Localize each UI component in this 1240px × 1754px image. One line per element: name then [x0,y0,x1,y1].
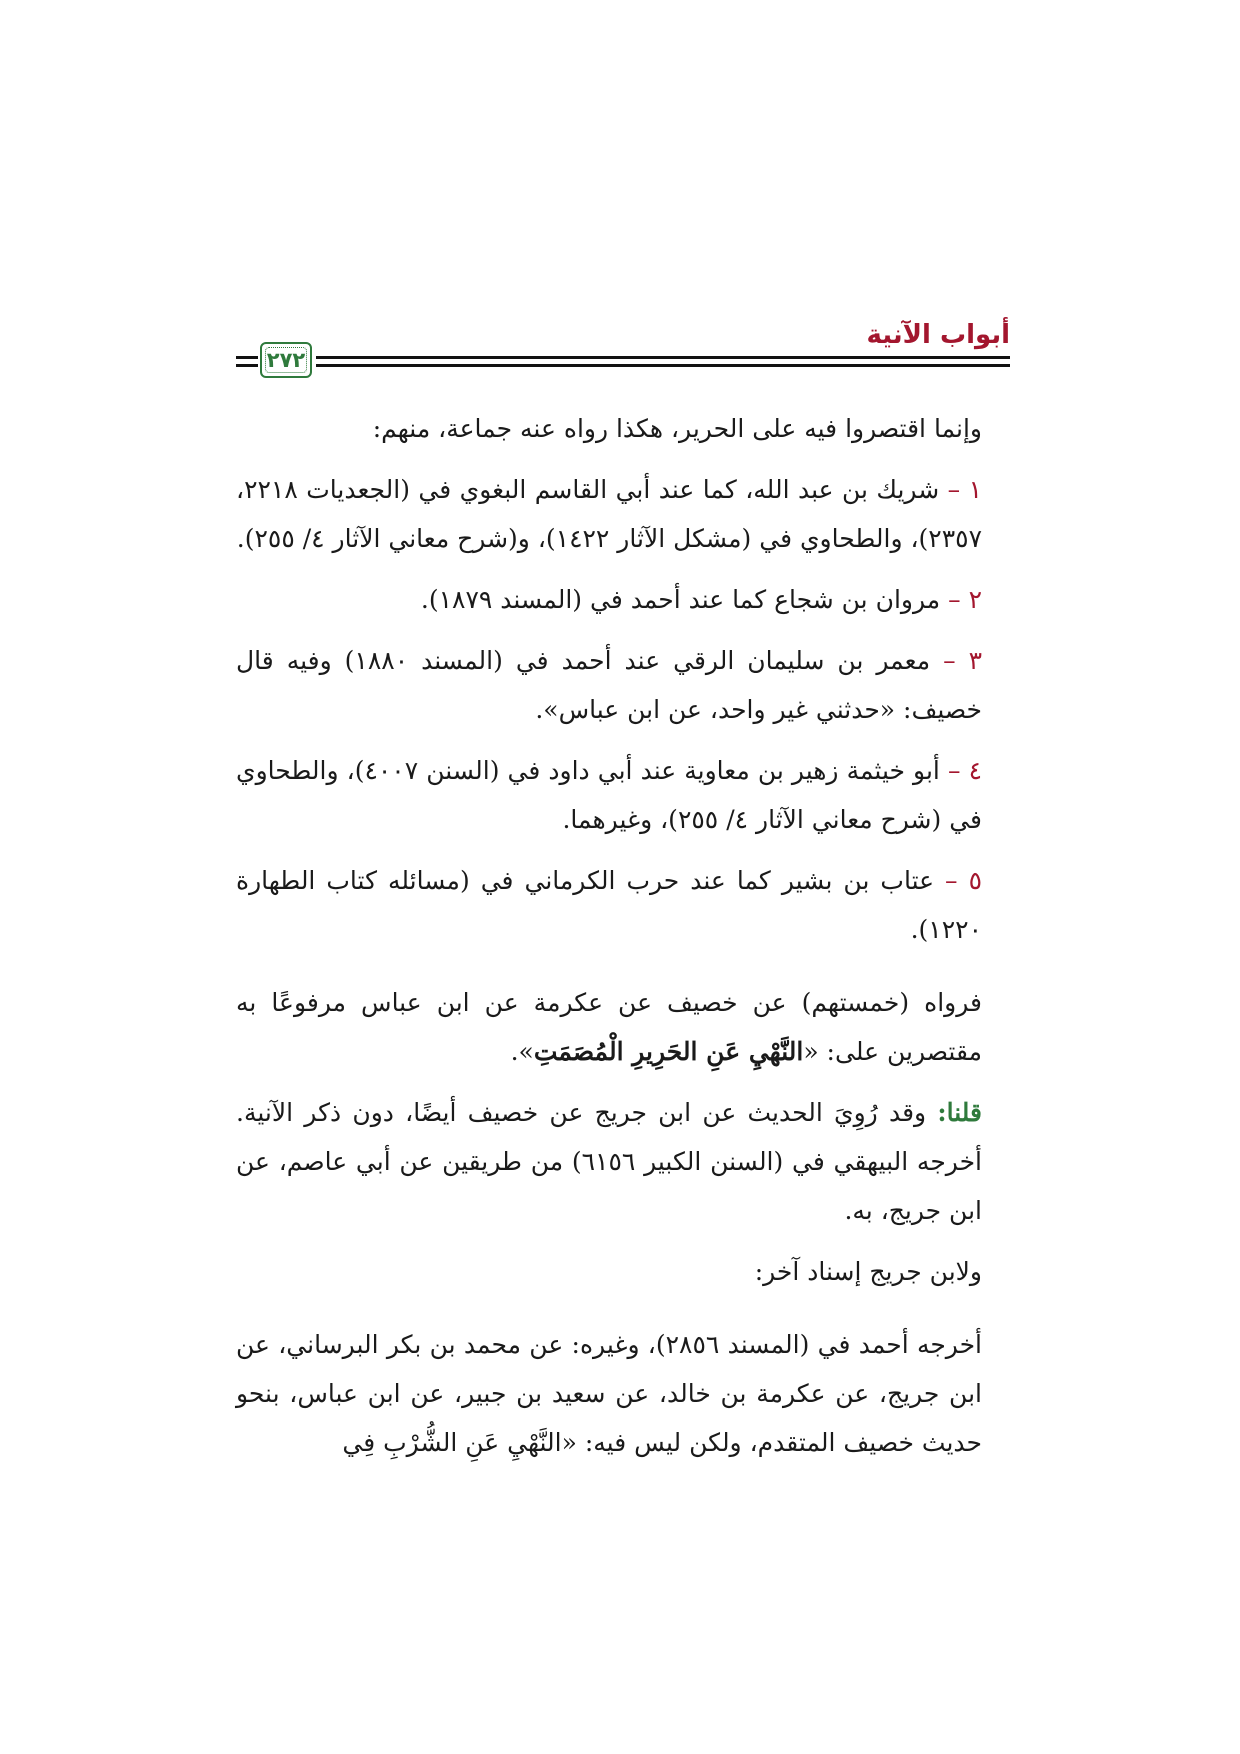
item-text: مروان بن شجاع كما عند أحمد في (المسند ١٨٧٩). [420,585,941,614]
narration-paragraph [236,978,1010,1076]
item-text: أبو خيثمة زهير بن معاوية عند أبي داود في (السنن ٤٠٠٧)، والطحاوي في (شرح معاني الآثار ٤/ ٢٥٥)، وغيرهما. [236,756,982,834]
item-text: عتاب بن بشير كما عند حرب الكرماني في (مسائله كتاب الطهارة ١٢٢٠). [236,866,982,944]
body-text [236,404,1010,1479]
header-rule-bottom [316,364,1010,367]
header-rule-left-bottom [236,364,258,367]
final-paragraph: أخرجه أحمد في (المسند ٢٨٥٦)، وغيره: عن محمد بن بكر البرساني، عن ابن جريج، عن عكرمة بن خالد، عن سعيد بن جبير، عن ابن عباس، بنحو حديث خصيف المتقدم، ولكن ليس فيه: «النَّهْيِ عَنِ الشُّرْبِ فِي [236,1330,982,1457]
qulna-paragraph [236,1088,1010,1235]
header-rule-top [316,356,1010,359]
item-text: شريك بن عبد الله، كما عند أبي القاسم البغوي في (الجعديات ٢٢١٨، ٢٣٥٧)، والطحاوي في (مشكل الآثار ١٤٢٢)، و(شرح معاني الآثار ٤/ ٢٥٥). [236,475,982,553]
list-item [236,575,1010,624]
page-number-frame [260,342,312,378]
item-number: ٣ – [943,646,982,675]
item-number: ٤ – [947,756,983,785]
narration-lead: فرواه (خمستهم) عن خصيف عن عكرمة عن ابن عباس مرفوعًا به مقتصرين على: « [236,988,982,1066]
item-number: ١ – [947,475,983,504]
list-item [236,856,1010,954]
list-item [236,465,1010,563]
chapter-title: أبواب الآنية [866,320,1010,350]
hadith-quote: النَّهْيِ عَنِ الحَرِيرِ الْمُصَمَتِ [533,1037,804,1066]
isnad-heading: ولابن جريج إسناد آخر: [754,1257,982,1286]
narration-tail: ». [510,1037,534,1066]
list-item [236,746,1010,844]
item-text: معمر بن سليمان الرقي عند أحمد في (المسند ١٨٨٠) وفيه قال خصيف: «حدثني غير واحد، عن ابن عباس». [236,646,982,724]
qulna-label: قلنا: [937,1098,982,1127]
intro-paragraph: وإنما اقتصروا فيه على الحرير، هكذا رواه عنه جماعة، منهم: [372,414,982,443]
list-item [236,636,1010,734]
page-header [236,318,1010,390]
item-number: ٢ – [948,585,982,614]
header-rule-left-top [236,356,258,359]
page-number: ٢٧٢ [266,348,306,372]
qulna-text: وقد رُوِيَ الحديث عن ابن جريج عن خصيف أيضًا، دون ذكر الآنية. أخرجه البيهقي في (السنن الكبير ٦١٥٦) من طريقين عن أبي عاصم، عن ابن جريج، به. [236,1098,982,1225]
item-number: ٥ – [945,866,982,895]
